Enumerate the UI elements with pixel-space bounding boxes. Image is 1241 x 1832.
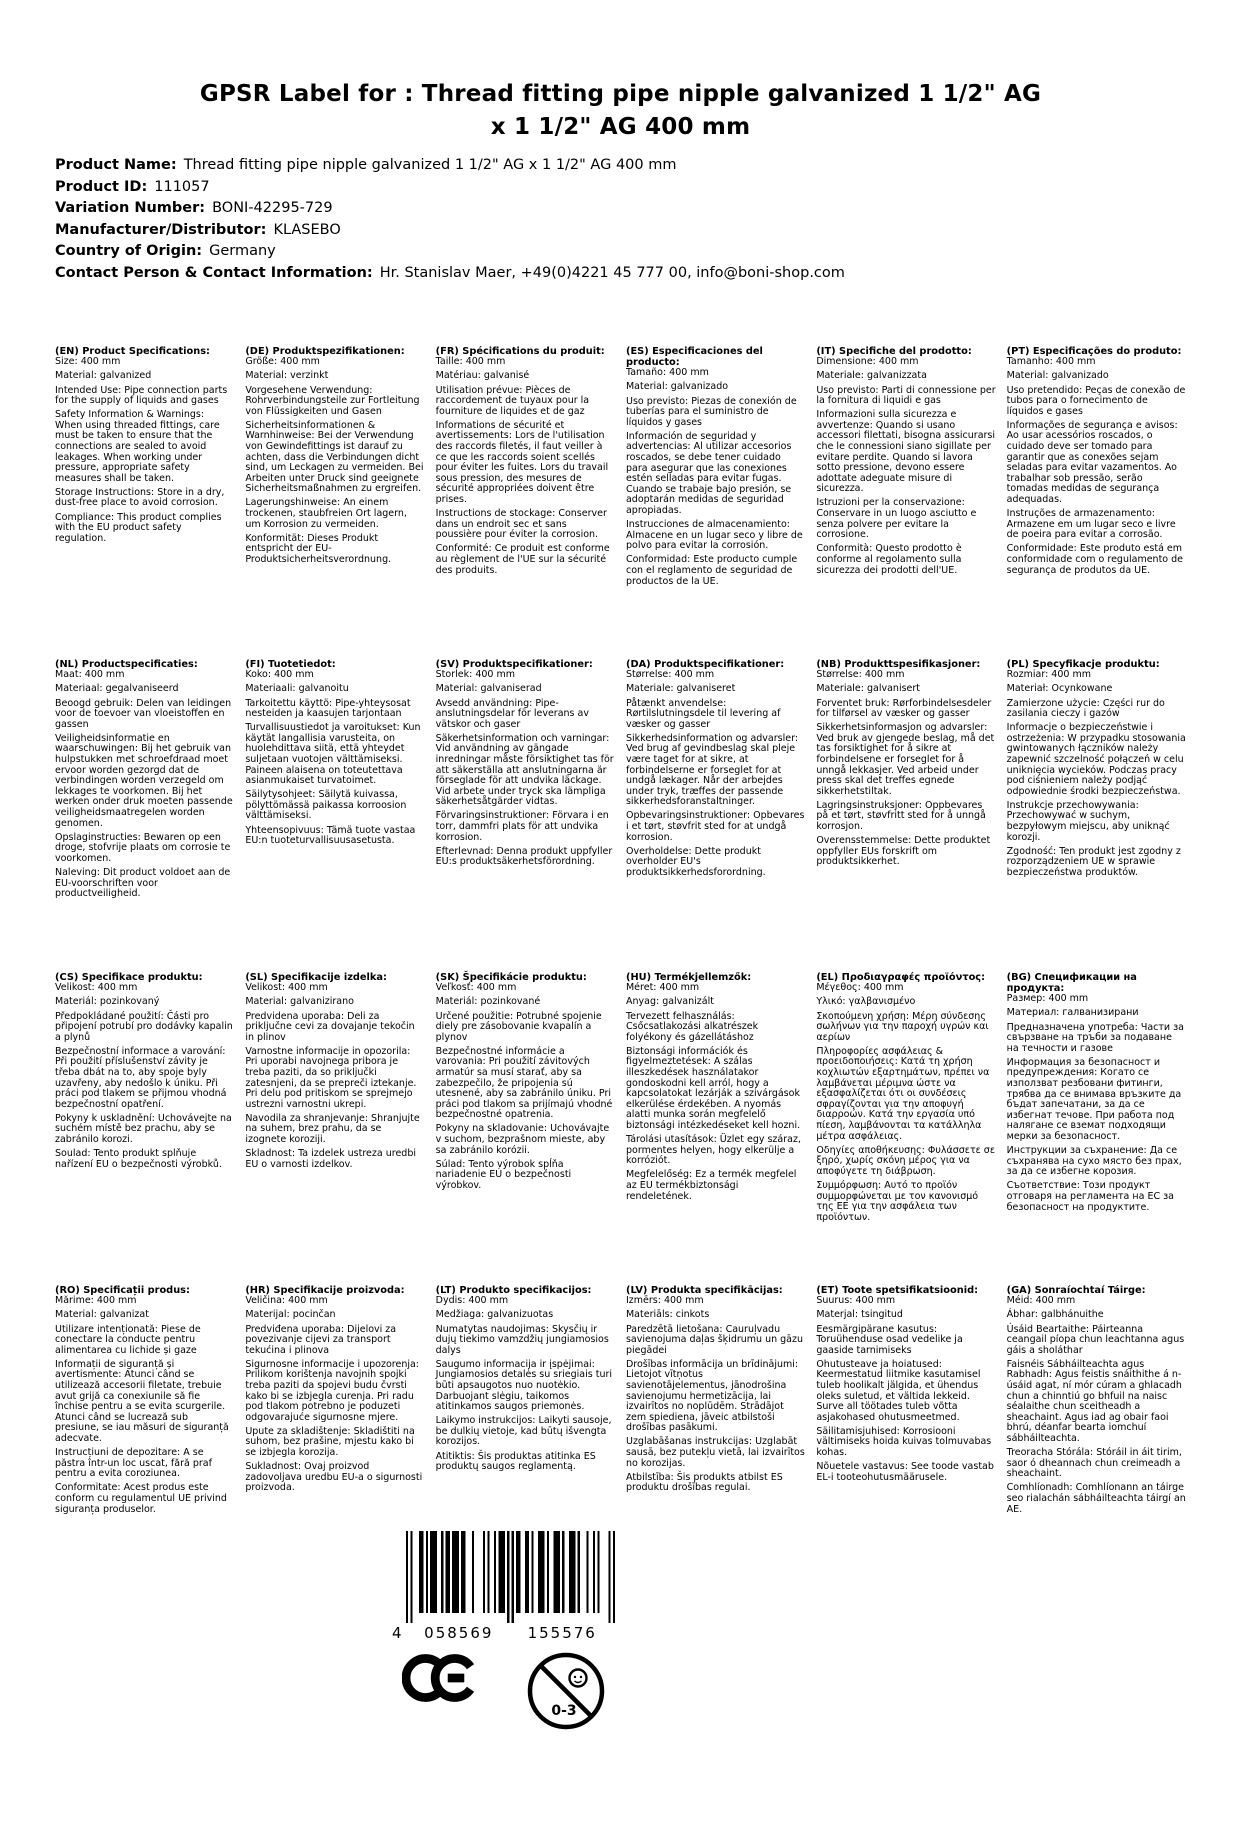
spec-paragraph: Størrelse: 400 mm xyxy=(625,669,715,681)
spec-paragraph: Sukladnost: Ovaj proizvod zadovoljava uredbu EU-a o sigurnosti proizvoda. xyxy=(245,1461,423,1494)
spec-heading: (HU) Termékjellemzők: xyxy=(625,972,752,984)
product-info-row xyxy=(55,177,1186,199)
spec-paragraph: Conformité: Ce produit est conforme au règlement de l'UE sur la sécurité des produits. xyxy=(435,543,610,576)
spec-paragraphs xyxy=(436,1296,615,1472)
spec-paragraph: Storage Instructions: Store in a dry, dust-free place to avoid corrosion. xyxy=(55,486,225,509)
spec-paragraphs xyxy=(55,670,234,899)
spec-paragraph: Påtænkt anvendelse: Rørtilslutningsdele til levering af væsker og gasser xyxy=(625,697,781,730)
spec-paragraph: Säkerhetsinformation och varningar: Vid användning av gängade inredningar måste försiktighet tas för att säkerställa att anslutningarna är förseglade för att undvika läckage. Vid arbete under tryck ska lämpliga säkerhetsåtgärder vidtas. xyxy=(435,732,614,808)
field-label: Product Name: xyxy=(55,157,177,174)
language-spec-cell-sk xyxy=(436,972,615,1285)
spec-heading: (BG) Спецификации на продукта: xyxy=(1006,972,1137,995)
spec-paragraphs xyxy=(1007,994,1186,1213)
spec-paragraph: Atitiktis: Šis produktas atitinka ES produktų saugos reglamentą. xyxy=(435,1450,596,1473)
spec-paragraph: Overensstemmelse: Dette produktet oppfyller EUs forskrift om produktsikkerhet. xyxy=(816,835,991,868)
spec-paragraph: Úsáid Beartaithe: Páirteanna ceangail píopa chun leachtanna agus gáis a sholáthar xyxy=(1006,1323,1185,1356)
spec-paragraph: Инструкции за съхранение: Да се съхранява на сухо място без прах, за да се избегне корозия. xyxy=(1006,1145,1182,1178)
language-spec-cell-hr xyxy=(245,1285,424,1515)
spec-paragraph: Tamanho: 400 mm xyxy=(1006,356,1096,368)
spec-paragraph: Material: galvanized xyxy=(55,370,152,382)
spec-paragraph: Maat: 400 mm xyxy=(55,669,125,681)
spec-paragraph: Méret: 400 mm xyxy=(625,982,700,994)
spec-paragraph: Materiaali: galvanoitu xyxy=(245,683,349,695)
language-spec-cell-pl xyxy=(1007,659,1186,972)
spec-paragraph: Megfelelőség: Ez a termék megfelel az EU termékbiztonsági rendeletének. xyxy=(625,1169,797,1202)
spec-paragraph: Conformidade: Este produto está em conformidade com o regulamento de segurança de produtos da UE. xyxy=(1006,543,1183,576)
spec-paragraph: Tervezett felhasználás: Csőcsatlakozási alkatrészek folyékony és gázellátáshoz xyxy=(625,1010,759,1043)
spec-paragraph: Materiāls: cinkots xyxy=(625,1309,710,1321)
barcode-digits: 4 xyxy=(392,1624,404,1642)
spec-paragraph: Opbevaringsinstruktioner: Opbevares i et tørt, støvfrit sted for at undgå korrosion. xyxy=(625,810,805,843)
spec-paragraph: Varnostne informacije in opozorila: Pri uporabi navojnega pribora je treba paziti, da so priključki zatesnjeni, da se prepreči iztekanje. Pri delu pod pritiskom se sprejmejo ustrezni varnostni ukrepi. xyxy=(245,1045,417,1110)
spec-paragraph: Efterlevnad: Denna produkt uppfyller EU:s produktsäkerhetsförordning. xyxy=(435,845,613,868)
spec-paragraph: Materiál: pozinkované xyxy=(435,996,541,1008)
spec-paragraphs xyxy=(626,1296,805,1494)
spec-paragraph: Dimensione: 400 mm xyxy=(816,356,919,368)
spec-paragraph: Material: galvanizirano xyxy=(245,996,354,1008)
spec-paragraphs xyxy=(55,1296,234,1515)
spec-paragraph: Overholdelse: Dette produkt overholder EU's produktsikkerhedsforordning. xyxy=(625,845,766,878)
spec-paragraph: Informacje o bezpieczeństwie i ostrzeżenia: W przypadku stosowania gwintowanych łączników należy zapewnić szczelność połączeń w celu uniknięcia wycieków. Podczas pracy pod ciśnieniem należy podjąć odpowiednie środki bezpieczeństwa. xyxy=(1006,722,1186,797)
spec-paragraph: Comhlíonadh: Comhlíonann an táirge seo rialachán sábháilteachta táirgí an AE. xyxy=(1006,1482,1186,1515)
language-spec-cell-nb xyxy=(816,659,995,972)
field-label: Country of Origin: xyxy=(55,243,203,260)
spec-paragraphs xyxy=(816,357,995,576)
spec-paragraph: Biztonsági információk és figyelmeztetések: A szálas illeszkedések használatakor gondoskodni kell arról, hogy a kapcsolatokat lezárják a szivárgások elkerülése érdekében. A nyomás alatti munka során megfelelő biztonsági intézkedéseket kell hozni. xyxy=(625,1045,801,1131)
product-info-row xyxy=(55,198,1186,220)
product-info-row xyxy=(55,155,1186,177)
spec-paragraph: Informações de segurança e avisos: Ao usar acessórios roscados, o cuidado deve ser tomado para garantir que as conexões sejam seladas para evitar vazamentos. Ao trabalhar sob pressão, serão tomadas medidas de segurança adequadas. xyxy=(1006,419,1178,505)
language-spec-cell-ro xyxy=(55,1285,234,1515)
field-value: Hr. Stanislav Maer, +49(0)4221 45 777 00, info@boni-shop.com xyxy=(379,264,845,281)
spec-paragraphs xyxy=(436,670,615,868)
spec-paragraph: Sicherheitsinformationen & Warnhinweise: Bei der Verwendung von Gewindefittings ist darauf zu achten, dass die Verbindungen dicht sind, um Leckagen zu vermeiden. Bei Arbeiten unter Druck sind geeignete Sicherheitsmaßnahmen zu ergreifen. xyxy=(245,419,424,495)
page-title: GPSR Label for : Thread fitting pipe nipple galvanized 1 1/2" AG x 1 1/2" AG 400 mm xyxy=(199,81,1042,140)
spec-paragraph: Uso pretendido: Peças de conexão de tubos para o fornecimento de líquidos e gases xyxy=(1006,384,1186,417)
spec-paragraph: Informații de siguranță și avertismente: Atunci când se utilizează accesorii filetate, trebuie avut grijă ca conexiunile să fie închise pentru a se evita scurgerile. Atunci când se lucrează sub presiune, se iau măsuri de siguranță adecvate. xyxy=(55,1358,229,1444)
field-value: KLASEBO xyxy=(273,221,341,238)
spec-paragraph: Laikymo instrukcijos: Laikyti sausoje, be dulkių vietoje, kad būtų išvengta korozijos. xyxy=(435,1415,612,1448)
spec-paragraphs xyxy=(1007,357,1186,576)
spec-paragraph: Conformitate: Acest produs este conform cu regulamentul UE privind siguranța produselor. xyxy=(55,1482,227,1515)
spec-paragraph: Suurus: 400 mm xyxy=(816,1295,896,1307)
language-spec-cell-lv xyxy=(626,1285,805,1515)
spec-paragraph: Nõuetele vastavus: See toode vastab EL-i tooteohutusmäärusele. xyxy=(816,1461,994,1483)
spec-heading: (ET) Toote spetsifikatsioonid: xyxy=(816,1285,978,1297)
spec-paragraph: Material: galvanizado xyxy=(1006,370,1109,382)
spec-paragraph: Größe: 400 mm xyxy=(245,356,320,368)
language-spec-cell-hu xyxy=(626,972,805,1285)
spec-paragraphs xyxy=(436,983,615,1191)
language-spec-cell-en xyxy=(55,346,234,659)
spec-paragraph: Съответствие: Този продукт отговаря на регламента на ЕС за безопасност на продуктите. xyxy=(1006,1180,1174,1213)
spec-heading: (PL) Specyfikacje produktu: xyxy=(1006,659,1160,671)
language-spec-cell-de xyxy=(245,346,424,659)
spec-paragraph: Numatytas naudojimas: Skysčių ir dujų tiekimo vamzdžių jungiamosios dalys xyxy=(435,1323,609,1356)
spec-paragraph: Vorgesehene Verwendung: Rohrverbindungsteile zur Fortleitung von Flüssigkeiten und Gasen xyxy=(245,384,420,417)
spec-paragraph: Safety Information & Warnings: When using threaded fittings, care must be taken to ensure that the connections are sealed to avoid leakages. When working under pressure, appropriate safety measures shall be taken. xyxy=(55,409,220,484)
spec-paragraph: Předpokládané použití: Části pro připojení potrubí pro dodávky kapalin a plynů xyxy=(55,1010,233,1043)
spec-paragraph: Lagringsinstruksjoner: Oppbevares på et tørt, støvfritt sted for å unngå korrosjon. xyxy=(816,799,986,833)
spec-heading: (LV) Produkta specifikācijas: xyxy=(625,1285,783,1297)
spec-paragraph: Drošības informācija un brīdinājumi: Lietojot vītņotus savienotājelementus, jānodrošina savienojumu hermetizācija, lai izvairītos no noplūdēm. Strādājot zem spiediena, jāveic atbilstoši drošības pasākumi. xyxy=(625,1358,799,1434)
spec-paragraph: Storlek: 400 mm xyxy=(435,669,515,681)
language-spec-cell-nl xyxy=(55,659,234,972)
spec-paragraph: Zamierzone użycie: Części rur do zasilania cieczy i gazów xyxy=(1006,697,1165,720)
spec-paragraph: Tamaño: 400 mm xyxy=(625,367,709,379)
spec-paragraph: Säilitamisjuhised: Korrosiooni vältimiseks hoida kuivas tolmuvabas kohas. xyxy=(816,1425,992,1459)
spec-paragraph: Material: galvanizado xyxy=(625,381,729,393)
spec-paragraph: Size: 400 mm xyxy=(55,356,121,368)
spec-paragraph: Materjal: tsingitud xyxy=(816,1309,903,1321)
spec-paragraph: Instrucciones de almacenamiento: Almacene en un lugar seco y libre de polvo para evitar la corrosión. xyxy=(625,519,803,552)
spec-paragraph: Размер: 400 mm xyxy=(1006,993,1089,1005)
spec-paragraphs xyxy=(626,670,805,878)
spec-paragraph: Tarkoitettu käyttö: Pipe-yhteysosat nesteiden ja kaasujen tarjontaan xyxy=(245,697,411,720)
spec-paragraph: Bezpečnostní informace a varování: Při použití příslušenství závity je třeba dbát na to, aby spoje byly uzavřeny, aby nedošlo k úniku. Při práci pod tlakem se přijmou vhodná bezpečnostní opatření. xyxy=(55,1045,227,1110)
spec-paragraph: Säilytysohjeet: Säilytä kuivassa, pölyttömässä paikassa korroosion välttämiseksi. xyxy=(245,789,407,822)
language-spec-cell-el xyxy=(816,972,995,1285)
spec-paragraph: Информация за безопасност и предупреждения: Когато се използват резбовани фитинги, трябва да се внимава връзките да бъдат запечатани, за да се избегнат течове. При работа под налягане се вземат подходящи мерки за безопасност. xyxy=(1006,1056,1182,1142)
spec-paragraph: Material: verzinkt xyxy=(245,370,329,382)
field-label: Manufacturer/Distributor: xyxy=(55,221,267,238)
language-spec-cell-it xyxy=(816,346,995,659)
spec-paragraph: Paredzētā lietošana: Cauruļvadu savienojuma daļas šķidrumu un gāzu piegādei xyxy=(625,1323,803,1356)
spec-paragraph: Μέγεθος: 400 mm xyxy=(816,982,904,994)
spec-paragraph: Materiale: galvaniseret xyxy=(625,683,736,695)
spec-paragraph: Sikkerhetsinformasjon og advarsler: Ved bruk av gjengede beslag, må det tas forsiktighet for å sikre at forbindelsene er forseglet for å unngå lekkasjer. Ved arbeid under press skal det treffes egnede sikkerhetstiltak. xyxy=(816,722,995,797)
spec-paragraph: Upute za skladištenje: Skladištiti na suhom, bez prašine, mjestu kako bi se izbjegla korozija. xyxy=(245,1425,415,1459)
field-value: BONI-42295-729 xyxy=(212,200,333,217)
spec-paragraph: Sigurnosne informacije i upozorenja: Prilikom korištenja navojnih spojki treba paziti da spojevi budu čvrsti kako bi se izbjegla curenja. Pri radu pod tlakom potrebno je poduzeti odgovarajuće sigurnosne mjere. xyxy=(245,1358,419,1423)
spec-paragraph: Beoogd gebruik: Delen van leidingen voor de toevoer van vloeistoffen en gassen xyxy=(55,697,232,730)
language-spec-cell-es xyxy=(626,346,805,659)
spec-paragraph: Informations de sécurité et avertissements: Lors de l'utilisation des raccords filetés, il faut veiller à ce que les raccords soient scellés pour éviter les fuites. Lors du travail sous pression, des mesures de sécurité appropriées doivent être prises. xyxy=(435,419,609,505)
spec-heading: (NL) Productspecificaties: xyxy=(55,659,198,671)
product-info-row xyxy=(55,263,1186,285)
spec-paragraph: Medžiaga: galvanizuotas xyxy=(435,1309,554,1321)
language-spec-cell-et xyxy=(816,1285,995,1515)
spec-paragraphs xyxy=(626,368,805,587)
spec-paragraph: Istruzioni per la conservazione: Conservare in un luogo asciutto e senza polvere per evitare la corrosione. xyxy=(816,497,977,541)
spec-heading: (SL) Specifikacije izdelka: xyxy=(245,972,387,984)
spec-heading: (GA) Sonraíochtaí Táirge: xyxy=(1006,1285,1146,1297)
spec-paragraph: Instrucțiuni de depozitare: A se păstra într-un loc uscat, fără praf pentru a evita coroziunea. xyxy=(55,1447,212,1480)
spec-heading: (ES) Especificaciones del producto: xyxy=(625,346,763,369)
spec-paragraph: Dydis: 400 mm xyxy=(435,1295,509,1307)
field-value: Thread fitting pipe nipple galvanized 1 1/2" AG x 1 1/2" AG 400 mm xyxy=(183,157,677,174)
spec-heading: (IT) Specifiche del prodotto: xyxy=(816,346,972,358)
conformity-marks xyxy=(402,1651,710,1731)
spec-heading: (SK) Špecifikácie produktu: xyxy=(435,972,587,984)
field-label: Variation Number: xyxy=(55,200,206,217)
spec-paragraph: Bezpečnostné informácie a varovania: Pri použití závitových armatúr sa musí starať, aby sa zabezpečilo, že pripojenia sú utesnené, aby sa zabránilo úniku. Pri práci pod tlakom sa prijímajú vhodné bezpečnostné opatrenia. xyxy=(435,1045,613,1121)
barcode-icon xyxy=(390,1529,620,1641)
language-spec-cell-pt xyxy=(1007,346,1186,659)
spec-heading: (EL) Προδιαγραφές προϊόντος: xyxy=(816,972,986,984)
language-spec-cell-sl xyxy=(245,972,424,1285)
spec-paragraph: Uso previsto: Piezas de conexión de tuberías para el suministro de líquidos y gases xyxy=(625,395,797,428)
language-spec-cell-lt xyxy=(436,1285,615,1515)
spec-paragraph: Skladnost: Ta izdelek ustreza uredbi EU o varnosti izdelkov. xyxy=(245,1148,416,1170)
spec-heading: (RO) Specificații produs: xyxy=(55,1285,190,1297)
label-footer xyxy=(390,1529,710,1731)
spec-paragraph: Instrukcje przechowywania: Przechowywać w suchym, bezpyłowym miejscu, aby uniknąć korozji. xyxy=(1006,799,1170,843)
spec-paragraph: Faisnéis Sábháilteachta agus Rabhadh: Agus feistis snáithithe á n-úsáid agat, ní mór cúram a ghlacadh chun a chinntiú go bhfuil na naisc séalaithe chun sceitheadh a sheachaint. Agus iad ag obair faoi bhrú, déanfar bearta iomchuí sábháilteachta. xyxy=(1006,1358,1182,1444)
spec-paragraph: Pokyny k uskladnění: Uchovávejte na suchém místě bez prachu, aby se zabránilo korozi. xyxy=(55,1112,232,1146)
spec-paragraph: Οδηγίες αποθήκευσης: Φυλάσσετε σε ξηρό, χωρίς σκόνη μέρος για να αποφύγετε τη διάβρωση. xyxy=(816,1144,995,1177)
spec-paragraph: Ábhar: galbhánuithe xyxy=(1006,1309,1104,1321)
spec-paragraphs xyxy=(816,670,995,868)
spec-paragraph: Материал: галванизирани xyxy=(1006,1007,1139,1019)
spec-paragraph: Naleving: Dit product voldoet aan de EU-voorschriften voor productveiligheid. xyxy=(55,866,231,900)
spec-paragraph: Materiale: galvanisert xyxy=(816,683,921,695)
spec-paragraph: Utilizare intenționată: Piese de conectare la conducte pentru alimentarea cu lichide și gaze xyxy=(55,1323,201,1356)
spec-paragraphs xyxy=(1007,1296,1186,1515)
spec-heading: (DE) Produktspezifikationen: xyxy=(245,346,405,358)
spec-heading: (HR) Specifikacije proizvoda: xyxy=(245,1285,405,1297)
spec-paragraph: Velikost: 400 mm xyxy=(245,982,328,994)
product-info-row xyxy=(55,220,1186,242)
spec-paragraph: Izmērs: 400 mm xyxy=(625,1295,704,1307)
product-info-row xyxy=(55,241,1186,263)
spec-paragraph: Yhteensopivuus: Tämä tuote vastaa EU:n tuoteturvallisuusasetusta. xyxy=(245,824,416,847)
spec-paragraph: Instructions de stockage: Conserver dans un endroit sec et sans poussière pour éviter la corrosion. xyxy=(435,508,607,541)
spec-heading: (PT) Especificações do produto: xyxy=(1006,346,1182,358)
barcode-digits: 155576 xyxy=(527,1624,597,1642)
language-spec-cell-cs xyxy=(55,972,234,1285)
spec-paragraphs xyxy=(436,357,615,576)
spec-paragraph: Material: galvanizat xyxy=(55,1309,149,1321)
spec-paragraph: Informazioni sulla sicurezza e avvertenze: Quando si usano accessori filettati, bisogna assicurarsi che le connessioni siano sigillate per evitare perdite. Quando si lavora sotto pressione, devono essere adottate adeguate misure di sicurezza. xyxy=(816,409,996,495)
spec-paragraph: Koko: 400 mm xyxy=(245,669,314,681)
age-range-label: 0-3 xyxy=(551,1703,577,1720)
spec-paragraph: Materiale: galvanizzata xyxy=(816,370,927,382)
spec-paragraph: Υλικό: γαλβανισμένο xyxy=(816,996,916,1008)
spec-paragraph: Eesmärgipärane kasutus: Toruühenduse osad vedelike ja gaaside tarnimiseks xyxy=(816,1323,963,1356)
spec-paragraph: Anyag: galvanizált xyxy=(625,996,714,1008)
spec-paragraph: Matériau: galvanisé xyxy=(435,370,530,382)
spec-paragraph: Veiligheidsinformatie en waarschuwingen: Bij het gebruik van hulpstukken met schroefdraad moet ervoor worden gezorgd dat de verbindingen worden verzegeld om lekkages te voorkomen. Bij het werken onder druk moeten passende veiligheidsmaatregelen worden genomen. xyxy=(55,732,233,829)
spec-paragraph: Sikkerhedsinformation og advarsler: Ved brug af gevindbeslag skal pleje være taget for at sikre, at forbindelserne er forseglet for at undgå lækager. Når der arbejdes under tryk, træffes der passende sikkerhedsforanstaltninger. xyxy=(625,732,799,808)
spec-paragraph: Ohutusteave ja hoiatused: Keermestatud liitmike kasutamisel tuleb hoolikalt jälgida, et ühendus oleks suletud, et vältida lekkeid. Surve all töötades tuleb võtta asjakohased ohutusmeetmed. xyxy=(816,1358,981,1423)
language-grid xyxy=(55,346,1186,1515)
spec-heading: (CS) Specifikace produktu: xyxy=(55,972,203,984)
spec-paragraph: Velikost: 400 mm xyxy=(55,982,138,994)
spec-heading: (FI) Tuotetiedot: xyxy=(245,659,336,671)
spec-paragraph: Forventet bruk: Rørforbindelsesdeler for tilførsel av væsker og gasser xyxy=(816,697,992,720)
spec-heading: (LT) Produkto specifikacijos: xyxy=(435,1285,592,1297)
spec-paragraph: Utilisation prévue: Pièces de raccordement de tuyaux pour la fourniture de liquides et de gaz xyxy=(435,384,590,417)
spec-heading: (EN) Product Specifications: xyxy=(55,346,210,358)
spec-heading: (FR) Spécifications du produit: xyxy=(435,346,605,358)
spec-paragraph: Určené použitie: Potrubné spojenie diely pre zásobovanie kvapalín a plynov xyxy=(435,1010,602,1043)
gpsr-label-page xyxy=(0,78,1241,1731)
spec-paragraph: Compliance: This product complies with the EU product safety regulation. xyxy=(55,511,222,544)
spec-paragraphs xyxy=(55,983,234,1170)
spec-paragraphs xyxy=(626,983,805,1202)
baby-face-icon xyxy=(570,1670,587,1687)
spec-paragraph: Veličina: 400 mm xyxy=(245,1295,328,1307)
spec-paragraph: Pokyny na skladovanie: Uchovávajte v suchom, bezprašnom mieste, aby sa zabránilo korózii. xyxy=(435,1123,610,1156)
spec-paragraph: Tárolási utasítások: Üzlet egy száraz, pormentes helyen, hogy elkerülje a korróziót. xyxy=(625,1134,801,1167)
spec-paragraphs xyxy=(816,983,995,1223)
spec-paragraph: Información de seguridad y advertencias: Al utilizar accesorios roscados, se debe tener cuidado para asegurar que las conexiones estén selladas para evitar fugas. Cuando se trabaje bajo presión, se adoptarán medidas de seguridad apropiadas. xyxy=(625,430,792,516)
spec-paragraph: Предназначена употреба: Части за свързване на тръби за подаване на течности и газове xyxy=(1006,1021,1184,1054)
product-info xyxy=(55,155,1186,284)
language-spec-cell-fr xyxy=(436,346,615,659)
field-value: Germany xyxy=(209,243,276,260)
spec-paragraph: Materiaal: gegalvaniseerd xyxy=(55,683,179,695)
spec-paragraph: Förvaringsinstruktioner: Förvara i en torr, dammfri plats för att undvika korrosion. xyxy=(435,810,609,843)
spec-paragraphs xyxy=(245,670,424,846)
spec-paragraph: Materijal: pocinčan xyxy=(245,1309,336,1321)
spec-paragraph: Συμμόρφωση: Αυτό το προϊόν συμμορφώνεται με τον κανονισμό της ΕΕ για την ασφάλεια των προϊόντων. xyxy=(816,1179,979,1223)
ce-mark-icon xyxy=(402,1651,474,1705)
spec-paragraph: Konformität: Dieses Produkt entspricht der EU-Produktsicherheitsverordnung. xyxy=(245,532,392,565)
spec-paragraph: Material: galvaniserad xyxy=(435,683,542,695)
spec-paragraphs xyxy=(245,1296,424,1494)
barcode-digits: 058569 xyxy=(424,1624,494,1642)
language-spec-cell-sv xyxy=(436,659,615,972)
spec-paragraph: Conformità: Questo prodotto è conforme al regolamento sulla sicurezza dei prodotti dell'UE. xyxy=(816,543,962,576)
spec-paragraph: Zgodność: Ten produkt jest zgodny z rozporządzeniem UE w sprawie bezpieczeństwa produktów. xyxy=(1006,845,1181,878)
spec-paragraphs xyxy=(245,983,424,1170)
language-spec-cell-fi xyxy=(245,659,424,972)
spec-paragraph: Avsedd användning: Pipe-anslutningsdelar för leverans av vätskor och gaser xyxy=(435,697,589,730)
language-spec-cell-da xyxy=(626,659,805,972)
spec-paragraph: Atbilstība: Šis produkts atbilst ES produktu drošības regulai. xyxy=(625,1471,783,1494)
field-label: Contact Person & Contact Information: xyxy=(55,264,373,281)
spec-paragraph: Conformidad: Este producto cumple con el reglamento de seguridad de productos de la UE. xyxy=(625,554,798,587)
spec-paragraph: Materiál: pozinkovaný xyxy=(55,996,160,1008)
spec-paragraph: Saugumo informacija ir įspėjimai: Jungiamosios detalės su sriegiais turi būti apsaugotos nuo nuotėkio. Darbuojant slėgiu, taikomos atitinkamos saugos priemonės. xyxy=(435,1358,613,1413)
spec-paragraph: Soulad: Tento produkt splňuje nařízení EU o bezpečnosti výrobků. xyxy=(55,1148,222,1170)
spec-paragraph: Intended Use: Pipe connection parts for the supply of liquids and gases xyxy=(55,384,228,407)
spec-heading: (SV) Produktspecifikationer: xyxy=(435,659,593,671)
spec-paragraph: Instruções de armazenamento: Armazene em um lugar seco e livre de poeira para evitar a corrosão. xyxy=(1006,508,1176,541)
spec-paragraph: Predviđena uporaba: Dijelovi za povezivanje cijevi za transport tekućina i plinova xyxy=(245,1323,397,1356)
spec-paragraph: Predvidena uporaba: Deli za priključne cevi za dovajanje tekočin in plinov xyxy=(245,1010,415,1043)
spec-paragraphs xyxy=(1007,670,1186,878)
spec-heading: (DA) Produktspecifikationer: xyxy=(625,659,785,671)
spec-paragraph: Størrelse: 400 mm xyxy=(816,669,905,681)
spec-paragraph: Súlad: Tento výrobok spĺňa nariadenie EÚ o bezpečnosti výrobkov. xyxy=(435,1158,572,1191)
ean13-barcode xyxy=(390,1529,710,1641)
age-warning-0-3-icon xyxy=(526,1651,606,1731)
spec-paragraph: Mărime: 400 mm xyxy=(55,1295,137,1307)
spec-paragraphs xyxy=(245,357,424,565)
spec-heading: (NB) Produkttspesifikasjoner: xyxy=(816,659,981,671)
spec-paragraph: Lagerungshinweise: An einem trockenen, staubfreien Ort lagern, um Korrosion zu vermeiden. xyxy=(245,497,407,530)
spec-paragraph: Rozmiar: 400 mm xyxy=(1006,669,1091,681)
field-label: Product ID: xyxy=(55,178,148,195)
spec-paragraph: Σκοπούμενη χρήση: Μέρη σύνδεσης σωλήνων για την παροχή υγρών και αερίων xyxy=(816,1010,989,1043)
spec-paragraph: Navodila za shranjevanje: Shranjujte na suhem, brez prahu, da se izognete koroziji. xyxy=(245,1112,420,1146)
spec-paragraph: Πληροφορίες ασφάλειας & προειδοποιήσεις: Κατά τη χρήση κοχλιωτών εξαρτημάτων, πρέπει να λαμβάνεται μέριμνα ώστε να εξασφαλίζεται ότι οι συνδέσεις σφραγίζονται για την αποφυγή διαρροών. Κατά την εργασία υπό πίεση, λαμβάνονται τα κατάλληλα μέτρα ασφάλειας. xyxy=(816,1045,990,1142)
spec-paragraph: Opslaginstructies: Bewaren op een droge, stofvrije plaats om corrosie te voorkomen. xyxy=(55,831,231,864)
spec-paragraph: Uzglabāšanas instrukcijas: Uzglabāt sausā, bez putekļu vietā, lai izvairītos no korozijas. xyxy=(625,1436,805,1469)
language-spec-cell-bg xyxy=(1007,972,1186,1285)
spec-paragraph: Méid: 400 mm xyxy=(1006,1295,1076,1307)
field-value: 111057 xyxy=(154,178,210,195)
spec-paragraphs xyxy=(55,357,234,544)
spec-paragraph: Taille: 400 mm xyxy=(435,356,506,368)
spec-paragraph: Uso previsto: Parti di connessione per la fornitura di liquidi e gas xyxy=(816,384,996,407)
spec-paragraph: Turvallisuustiedot ja varoitukset: Kun käytät langallisia varusteita, on huolehdittava siitä, että yhteydet suljetaan vuotojen välttämiseksi. Paineen alaisena on toteutettava asianmukaiset turvatoimet. xyxy=(245,722,421,787)
spec-paragraph: Materiał: Ocynkowane xyxy=(1006,683,1113,695)
spec-paragraph: Treoracha Stórála: Stóráil in áit tirim, saor ó dheannach chun creimeadh a sheachaint. xyxy=(1006,1447,1182,1480)
language-spec-cell-ga xyxy=(1007,1285,1186,1515)
spec-paragraph: Veľkosť: 400 mm xyxy=(435,982,517,994)
spec-paragraphs xyxy=(816,1296,995,1483)
